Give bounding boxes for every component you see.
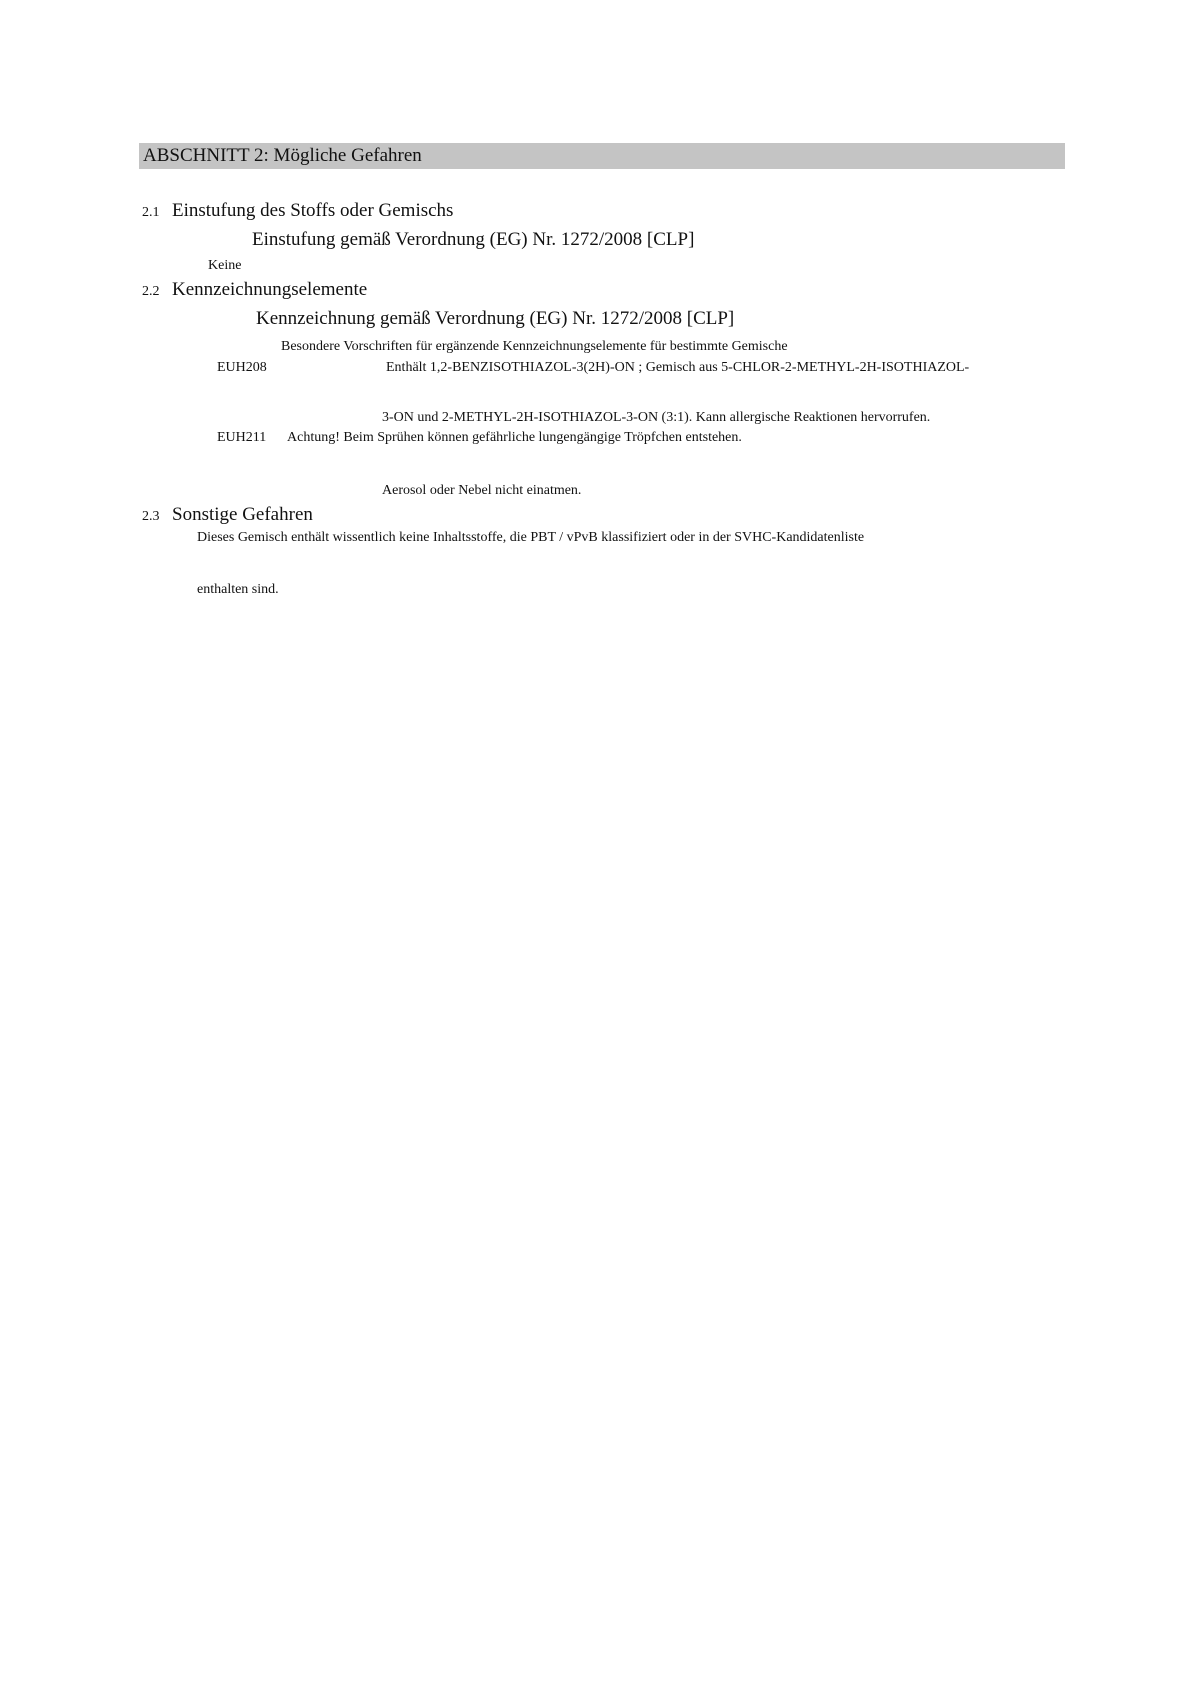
section-title: ABSCHNITT 2: Mögliche Gefahren [143,145,422,166]
euh208-text-line2: 3-ON und 2-METHYL-2H-ISOTHIAZOL-3-ON (3:1). Kann allergische Reaktionen hervorrufen. [382,410,931,425]
section-2-2-subtitle: Kennzeichnung gemäß Verordnung (EG) Nr. 1272/2008 [CLP] [256,308,735,329]
section-2-1-number: 2.1 [142,205,160,220]
section-2-1-subtitle: Einstufung gemäß Verordnung (EG) Nr. 1272/2008 [CLP] [252,229,695,250]
euh211-text-line1: Achtung! Beim Sprühen können gefährliche lungengängige Tröpfchen entstehen. [287,430,742,445]
section-2-3-number: 2.3 [142,509,160,524]
section-2-3-text-line2: enthalten sind. [197,582,279,597]
section-2-2-number: 2.2 [142,284,160,299]
section-2-3-text-line1: Dieses Gemisch enthält wissentlich keine Inhaltsstoffe, die PBT / vPvB klassifiziert oder in der SVHC-Kandidatenliste [197,530,865,545]
euh211-code: EUH211 [217,430,267,445]
euh208-text-line1: Enthält 1,2-BENZISOTHIAZOL-3(2H)-ON ; Gemisch aus 5-CHLOR-2-METHYL-2H-ISOTHIAZOL- [386,360,970,375]
section-2-2-title: Kennzeichnungselemente [172,279,368,300]
euh211-text-line2: Aerosol oder Nebel nicht einatmen. [382,483,582,498]
section-2-3-title: Sonstige Gefahren [172,504,313,525]
section-2-2-note: Besondere Vorschriften für ergänzende Kennzeichnungselemente für bestimmte Gemische [281,339,788,354]
euh208-code: EUH208 [217,360,267,375]
section-2-1-title: Einstufung des Stoffs oder Gemischs [172,200,454,221]
section-2-1-value: Keine [208,258,242,273]
